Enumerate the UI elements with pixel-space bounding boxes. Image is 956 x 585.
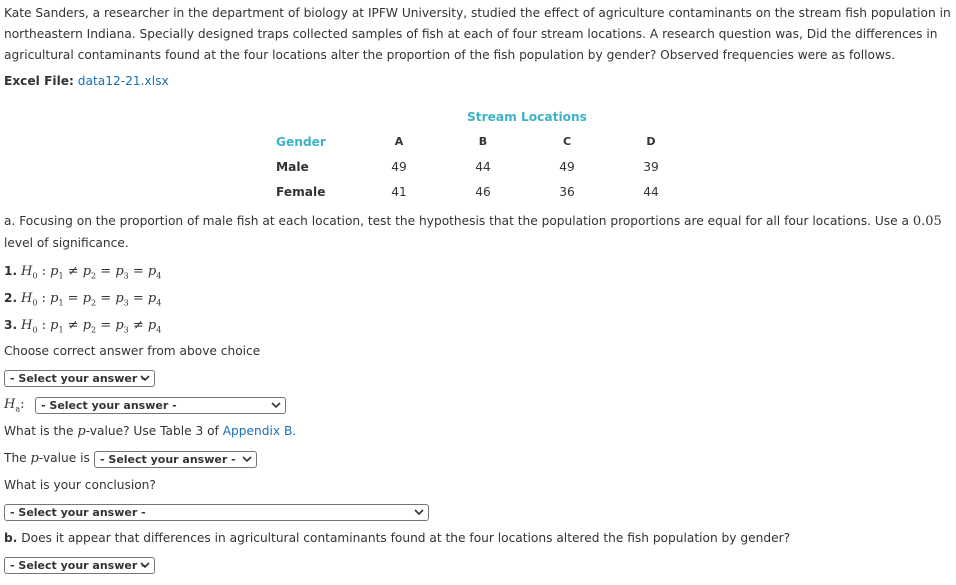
stream-locations-header: Stream Locations xyxy=(467,110,587,124)
choice-number: 2. xyxy=(4,291,18,305)
column-header-c: C xyxy=(562,135,572,148)
hypothesis-choice-2 xyxy=(4,291,161,308)
excel-file-link[interactable]: data12-21.xlsx xyxy=(77,74,169,88)
hypothesis-choice-3 xyxy=(4,318,161,335)
chevron-down-icon xyxy=(242,454,252,464)
choice-number: 3. xyxy=(4,318,18,332)
hypothesis-expression: $H_0$ : $p_1 \ne p_2 = p_3 = p_4$ xyxy=(21,264,162,281)
column-header-d: D xyxy=(646,135,656,148)
table-cell: 39 xyxy=(643,160,659,174)
part-b-question xyxy=(4,531,790,545)
pvalue-answer-row: The p-value is xyxy=(4,451,90,466)
row-label-female: Female xyxy=(276,185,326,199)
table-cell: 41 xyxy=(391,185,407,199)
column-header-a: A xyxy=(394,135,404,148)
part-b-text: Does it appear that differences in agricultural contaminants found at the four locations altered the fish population by gender? xyxy=(21,531,791,545)
choose-instruction: Choose correct answer from above choice xyxy=(4,344,261,358)
table-cell: 46 xyxy=(475,185,491,199)
intro-line-2: northeastern Indiana. Specially designed traps collected samples of fish at each of four stream locations. A research question was, Did the differences in xyxy=(4,27,938,41)
hypothesis-select[interactable]: - Select your answer - xyxy=(4,370,155,387)
part-a-text: a. Focusing on the proportion of male fish at each location, test the hypothesis that the population proportions are equal for all four locations. Use a xyxy=(4,214,909,228)
table-cell: 44 xyxy=(475,160,491,174)
pvalue-select[interactable]: - Select your answer - xyxy=(94,451,257,468)
p-symbol: p xyxy=(77,424,86,439)
hypothesis-choice-1 xyxy=(4,264,161,281)
p-symbol: p xyxy=(30,451,39,466)
choice-number: 1. xyxy=(4,264,18,278)
appendix-link[interactable]: Appendix B. xyxy=(222,424,297,438)
chevron-down-icon xyxy=(140,373,150,383)
problem-intro xyxy=(4,3,952,66)
part-a-text-continued: level of significance. xyxy=(4,236,129,250)
part-a-question xyxy=(4,214,942,229)
table-cell: 44 xyxy=(643,185,659,199)
intro-line-3: agricultural contaminants found at the four locations alter the proportion of the fish population by gender? Observed frequencies were as follows. xyxy=(4,48,896,62)
hypothesis-expression: $H_0$ : $p_1 \ne p_2 = p_3 \ne p_4$ xyxy=(21,318,162,335)
conclusion-select[interactable]: - Select your answer - xyxy=(4,504,429,521)
chevron-down-icon xyxy=(140,560,150,570)
table-cell: 36 xyxy=(559,185,575,199)
excel-file-label: Excel File: xyxy=(4,74,74,88)
conclusion-question: What is your conclusion? xyxy=(4,478,156,492)
part-b-label: b. xyxy=(4,531,18,545)
chevron-down-icon xyxy=(414,507,424,517)
pvalue-question: What is the p-value? Use Table 3 of Appendix B. xyxy=(4,424,297,439)
ha-symbol: $H_a$: xyxy=(4,397,25,414)
table-cell: 49 xyxy=(559,160,575,174)
table-cell: 49 xyxy=(391,160,407,174)
hypothesis-expression: $H_0$ : $p_1 = p_2 = p_3 = p_4$ xyxy=(21,291,162,308)
row-label-male: Male xyxy=(276,160,309,174)
column-header-b: B xyxy=(478,135,488,148)
intro-line-1: Kate Sanders, a researcher in the department of biology at IPFW University, studied the effect of agriculture contaminants on the stream fish population in xyxy=(4,6,951,20)
chevron-down-icon xyxy=(271,400,281,410)
part-b-select[interactable]: - Select your answer - xyxy=(4,557,155,574)
alternative-hypothesis-row xyxy=(4,397,25,414)
alternative-hypothesis-select[interactable]: - Select your answer - xyxy=(35,397,286,414)
excel-file-row xyxy=(4,74,169,88)
gender-header: Gender xyxy=(276,135,326,149)
alpha-value: 0.05 xyxy=(912,214,942,229)
